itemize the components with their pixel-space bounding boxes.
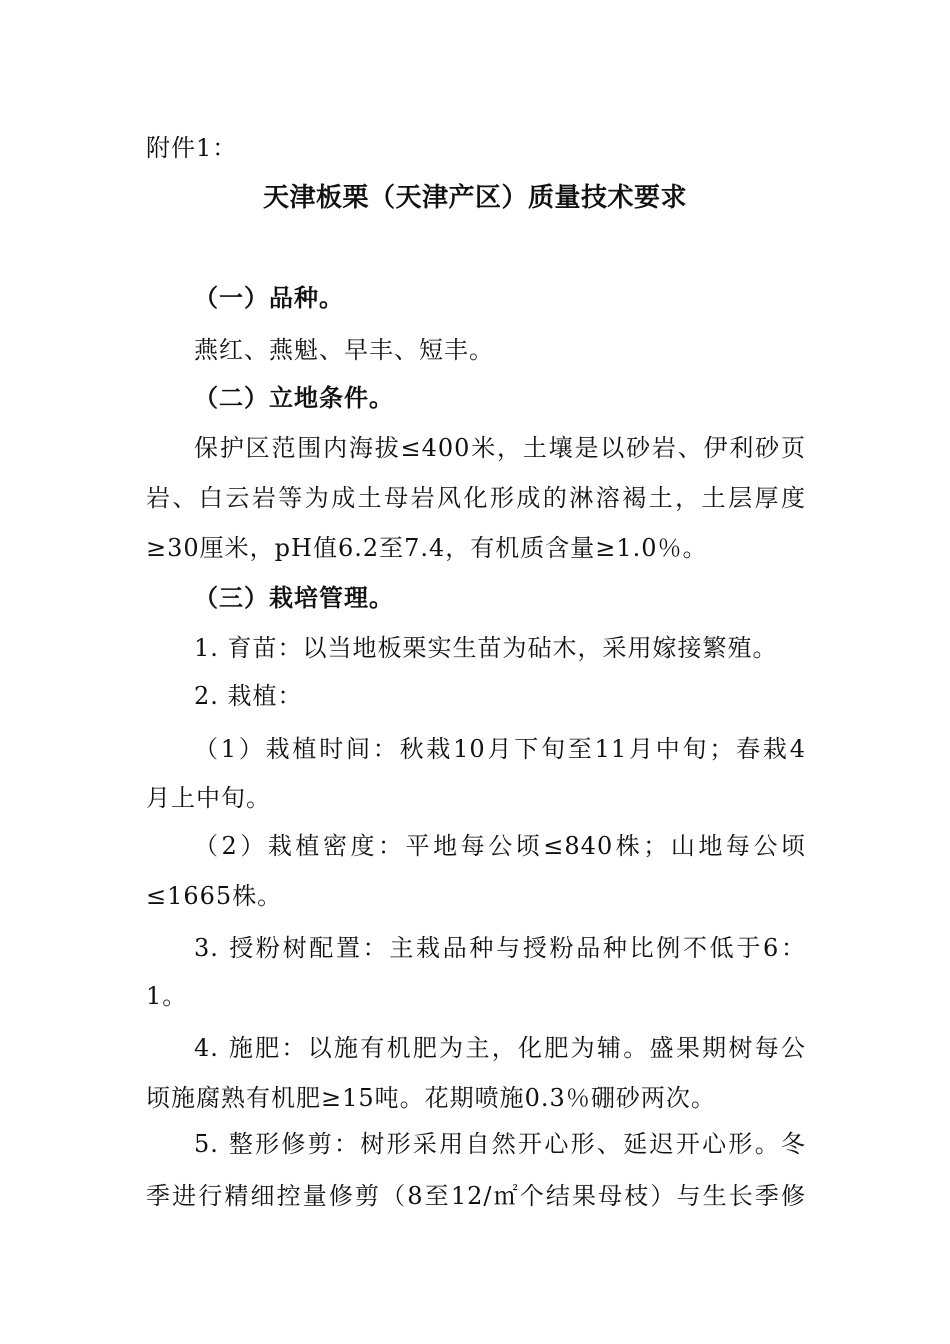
paragraph-line: 5. 整形修剪：树形采用自然开心形、延迟开心形。冬 — [194, 1130, 806, 1158]
paragraph-line: （1）栽植时间：秋栽10月下旬至11月中旬；春栽4 — [194, 735, 806, 763]
paragraph-line: 季进行精细控量修剪（8至12/㎡个结果母枝）与生长季修 — [146, 1182, 806, 1210]
paragraph-line: （2）栽植密度：平地每公顷≤840株；山地每公顷 — [194, 832, 806, 860]
paragraph-line: 月上中旬。 — [146, 784, 271, 812]
paragraph-line: 顷施腐熟有机肥≥15吨。花期喷施0.3％硼砂两次。 — [146, 1084, 716, 1112]
paragraph-line: 1. 育苗：以当地板栗实生苗为砧木，采用嫁接繁殖。 — [194, 634, 778, 662]
paragraph-line: 3. 授粉树配置：主栽品种与授粉品种比例不低于6： — [194, 934, 806, 962]
paragraph-line: 4. 施肥：以施有机肥为主，化肥为辅。盛果期树每公 — [194, 1034, 806, 1062]
paragraph-line: 2. 栽植： — [194, 682, 303, 710]
paragraph-line: 1。 — [146, 982, 188, 1010]
attachment-label: 附件1： — [146, 134, 238, 162]
section-heading-site-conditions: （二）立地条件。 — [194, 383, 394, 412]
paragraph-line: 岩、白云岩等为成土母岩风化形成的淋溶褐土，土层厚度 — [146, 484, 806, 512]
paragraph-line: ≤1665株。 — [146, 882, 283, 910]
paragraph-line: 燕红、燕魁、早丰、短丰。 — [194, 336, 494, 364]
paragraph-line: ≥30厘米，pH值6.2至7.4，有机质含量≥1.0％。 — [146, 534, 708, 562]
document-title: 天津板栗（天津产区）质量技术要求 — [262, 183, 687, 213]
section-heading-variety: （一）品种。 — [194, 283, 344, 312]
paragraph-line: 保护区范围内海拔≤400米，土壤是以砂岩、伊利砂页 — [194, 434, 806, 462]
section-heading-cultivation: （三）栽培管理。 — [194, 583, 394, 612]
